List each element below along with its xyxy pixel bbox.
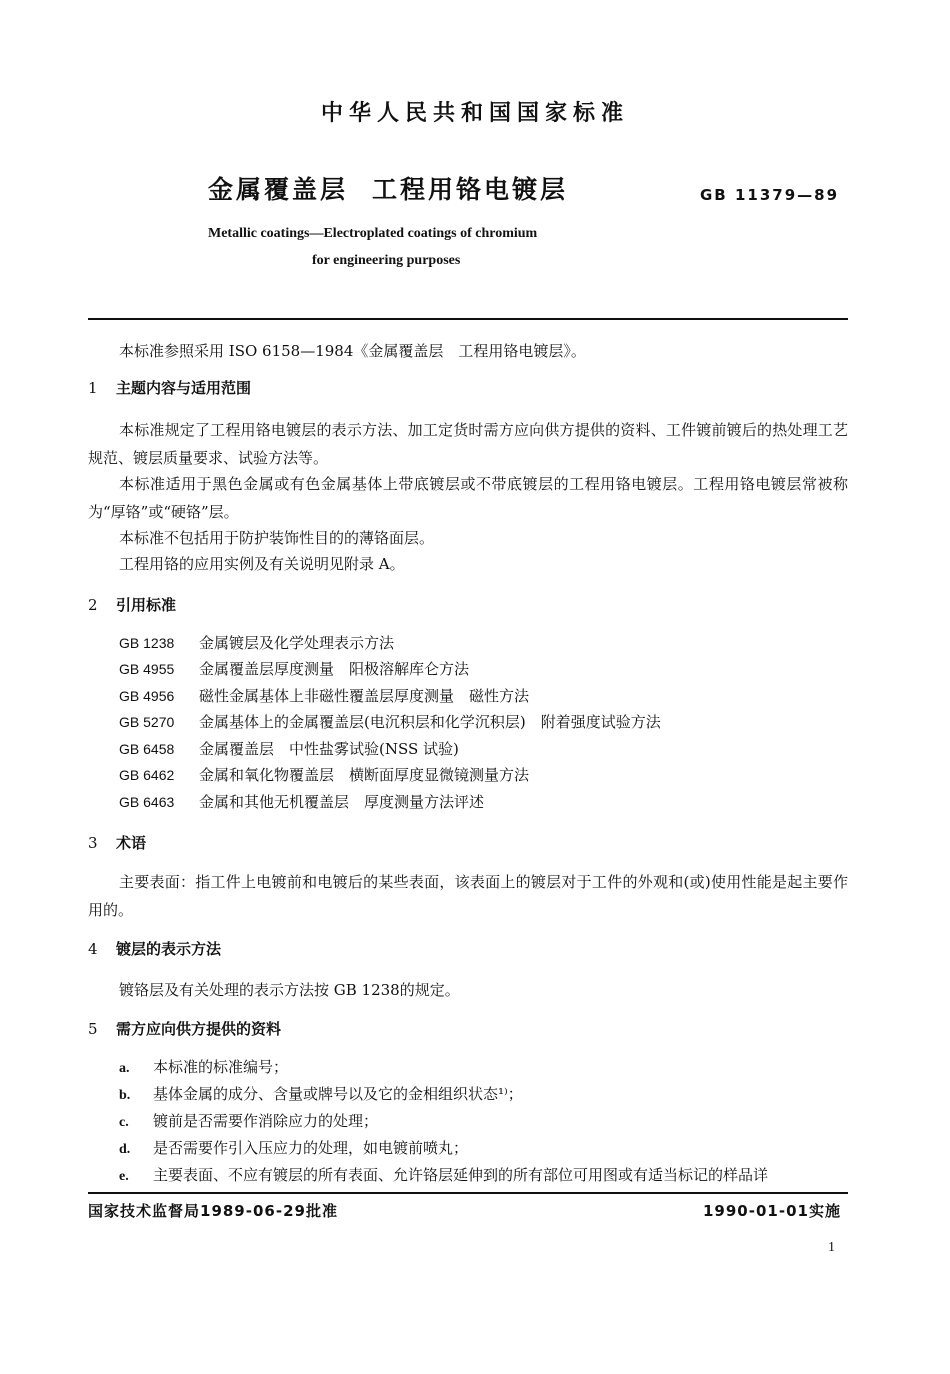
- reference-standard: [119, 632, 394, 653]
- section-4-heading: [88, 938, 221, 959]
- title-en-line1: Metallic coatings—Electroplated coatings of chromium: [208, 226, 538, 241]
- section-5-title: 需方应向供方提供的资料: [116, 1020, 282, 1038]
- list-item: [119, 1137, 468, 1158]
- list-item-text: 是否需要作引入压应力的处理，如电镀前喷丸；: [153, 1139, 469, 1157]
- section-1-heading: [88, 377, 251, 398]
- list-item-text: 主要表面、不应有镀层的所有表面、允许铬层延伸到的所有部位可用图或有适当标记的样品详: [153, 1166, 769, 1184]
- ref-title: 金属基体上的金属覆盖层(电沉积层和化学沉积层) 附着强度试验方法: [199, 713, 661, 731]
- section-1-number: 1: [88, 379, 98, 397]
- section-1-paragraph: 本标准规定了工程用铬电镀层的表示方法、加工定货时需方应向供方提供的资料、工件镀前镀后的热处理工艺规范、镀层质量要求、试验方法等。: [88, 421, 848, 467]
- page-number: 1: [828, 1240, 835, 1255]
- section-4-title: 镀层的表示方法: [116, 940, 222, 958]
- ref-title: 金属镀层及化学处理表示方法: [199, 634, 395, 652]
- reference-standard: [119, 658, 469, 679]
- section-2-heading: [88, 594, 176, 615]
- ref-code: GB 4956: [119, 688, 175, 704]
- list-item-text: 基体金属的成分、含量或牌号以及它的金相组织状态¹⁾；: [153, 1085, 523, 1103]
- section-2-number: 2: [88, 596, 98, 614]
- reference-standard: [119, 685, 529, 706]
- footer-rule: [88, 1192, 848, 1194]
- list-item-key: a.: [119, 1061, 130, 1076]
- section-1-title: 主题内容与适用范围: [116, 379, 252, 397]
- section-3-paragraph: 主要表面：指工件上电镀前和电镀后的某些表面，该表面上的镀层对于工件的外观和(或)使用性能是起主要作用的。: [88, 873, 848, 919]
- issuing-authority: 中华人民共和国国家标准: [320, 101, 629, 126]
- reference-standard: [119, 791, 484, 812]
- ref-title: 金属覆盖层厚度测量 阳极溶解库仑方法: [199, 660, 470, 678]
- header-rule: [88, 318, 848, 320]
- list-item-key: c.: [119, 1115, 129, 1130]
- title-cn-part1: 金属覆盖层: [208, 175, 349, 204]
- intro-text: 本标准参照采用 ISO 6158—1984《金属覆盖层 工程用铬电镀层》。: [119, 342, 586, 360]
- section-4-paragraph: 镀铬层及有关处理的表示方法按 GB 1238的规定。: [119, 981, 460, 999]
- section-5-heading: [88, 1018, 281, 1039]
- ref-title: 金属覆盖层 中性盐雾试验(NSS 试验): [199, 740, 459, 758]
- section-1-paragraph: 本标准不包括用于防护装饰性目的的薄铬面层。: [119, 529, 435, 547]
- list-item-text: 镀前是否需要作消除应力的处理；: [153, 1112, 379, 1130]
- list-item: [119, 1056, 288, 1077]
- standard-title-cn: [208, 170, 568, 206]
- list-item-text: 本标准的标准编号；: [153, 1058, 289, 1076]
- list-item: [119, 1083, 523, 1104]
- ref-title: 金属和其他无机覆盖层 厚度测量方法评述: [199, 793, 485, 811]
- ref-title: 金属和氧化物覆盖层 横断面厚度显微镜测量方法: [199, 766, 530, 784]
- ref-code: GB 6463: [119, 794, 175, 810]
- ref-title: 磁性金属基体上非磁性覆盖层厚度测量 磁性方法: [199, 687, 530, 705]
- list-item-key: d.: [119, 1142, 131, 1157]
- title-en-line2: for engineering purposes: [312, 253, 461, 268]
- reference-standard: [119, 738, 459, 759]
- list-item-key: b.: [119, 1088, 131, 1103]
- reference-standard: [119, 764, 529, 785]
- list-item-key: e.: [119, 1169, 129, 1184]
- section-5-number: 5: [88, 1020, 98, 1038]
- section-1-paragraph: 本标准适用于黑色金属或有色金属基体上带底镀层或不带底镀层的工程用铬电镀层。工程用铬电镀层常被称为“厚铬”或“硬铬”层。: [88, 475, 848, 521]
- effective-date: 1990-01-01实施: [703, 1202, 841, 1220]
- reference-standard: [119, 711, 661, 732]
- ref-code: GB 6462: [119, 767, 175, 783]
- section-3-number: 3: [88, 834, 98, 852]
- section-3-title: 术语: [116, 834, 147, 852]
- section-4-number: 4: [88, 940, 98, 958]
- section-2-title: 引用标准: [116, 596, 177, 614]
- standard-code: GB 11379—89: [700, 186, 840, 204]
- title-cn-part2: 工程用铬电镀层: [372, 175, 569, 204]
- ref-code: GB 5270: [119, 714, 175, 730]
- section-3-heading: [88, 832, 146, 853]
- section-1-paragraph: 工程用铬的应用实例及有关说明见附录 A。: [119, 555, 405, 573]
- ref-code: GB 4955: [119, 661, 175, 677]
- list-item: [119, 1110, 378, 1131]
- approval-date: 国家技术监督局1989-06-29批准: [88, 1202, 338, 1220]
- ref-code: GB 6458: [119, 741, 175, 757]
- ref-code: GB 1238: [119, 635, 175, 651]
- list-item: [119, 1164, 768, 1185]
